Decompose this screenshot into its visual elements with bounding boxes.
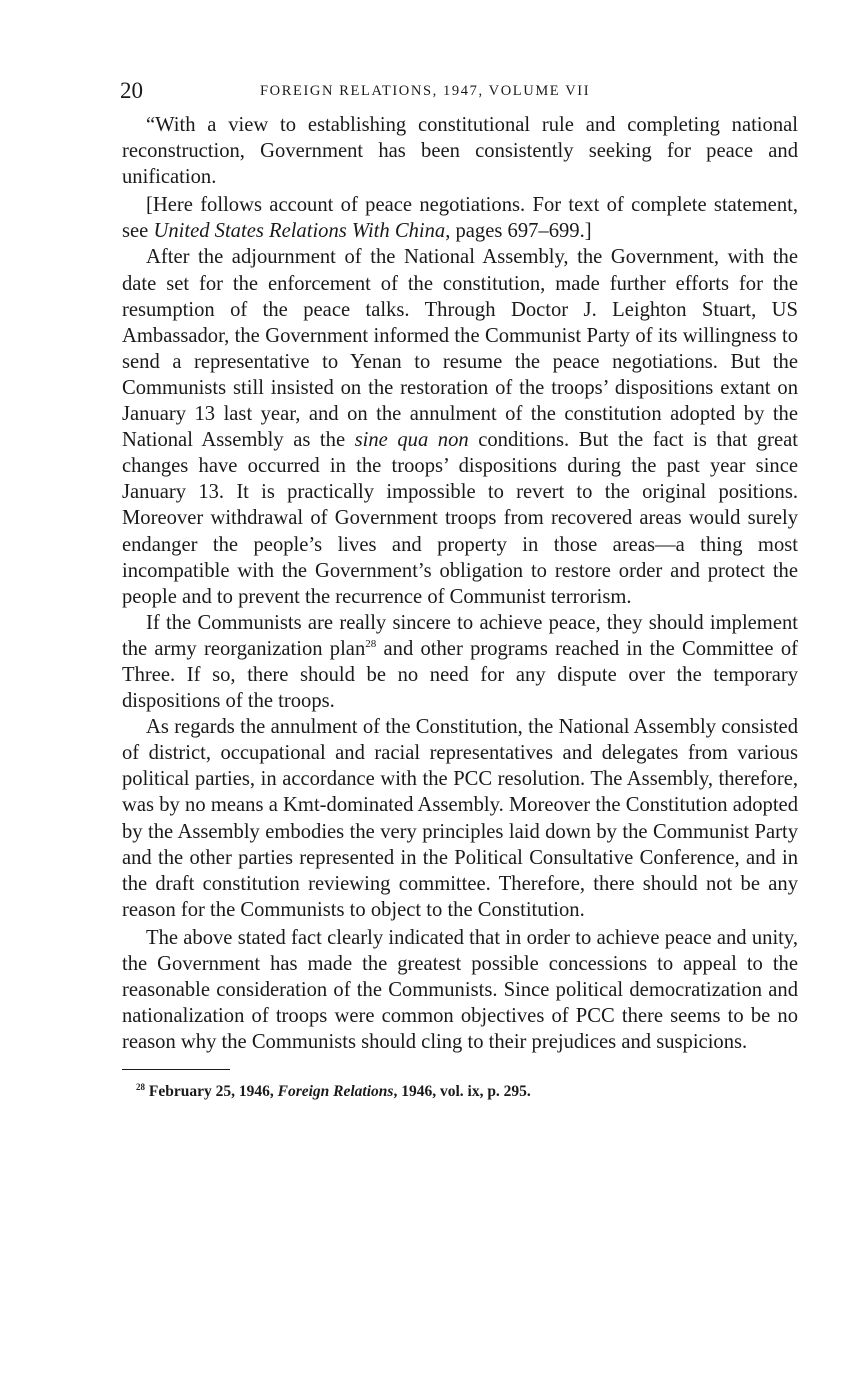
paragraph-5-text: As regards the annulment of the Constitution, the National Assembly consisted of district, occupational and racial representatives and delegates from various political parties, in accordance with the PCC resolution. The Assembly, therefore, was by no means a Kmt-dominated Assembly. Moreover the Constitution adopted by the Assembly embodies the very principles laid down by the Communist Party and the other parties represented in the Political Consultative Conference, and in the draft constitution reviewing committee. Therefore, there should not be any reason for the Communists to object to the Constitution. bbox=[122, 716, 798, 921]
paragraph-2-text-a: [Here follows account of peace negotiations. For text of complete statement, see bbox=[122, 194, 798, 243]
footnote-mark: 28 bbox=[136, 1082, 145, 1093]
footnote-reference: 28 bbox=[365, 638, 377, 651]
document-page bbox=[122, 78, 798, 1102]
body-text bbox=[122, 112, 798, 1055]
footnote bbox=[122, 1082, 798, 1102]
footnote-divider bbox=[122, 1069, 230, 1070]
paragraph-4-text-a: If the Communists are really sincere to achieve peace, they should implement the army reorganization plan bbox=[122, 611, 798, 660]
paragraph-1 bbox=[122, 112, 798, 190]
footnote-text-a: February 25, 1946, bbox=[145, 1083, 278, 1101]
footnote-title: Foreign Relations bbox=[277, 1083, 394, 1101]
paragraph-2 bbox=[122, 192, 798, 244]
page-header bbox=[122, 78, 798, 112]
paragraph-6-text: The above stated fact clearly indicated that in order to achieve peace and unity, the Government has made the greatest possible concessions to appeal to the reasonable consideration of the Communists. Since political democratization and nationalization of troops were common objectives of PCC there seems to be no reason why the Communists should cling to their prejudices and suspicions. bbox=[122, 926, 798, 1054]
paragraph-6 bbox=[122, 925, 798, 1055]
paragraph-4-text-b: and other programs reached in the Committee of Three. If so, there should be no need for any dispute over the temporary dispositions of the troops. bbox=[122, 637, 798, 713]
paragraph-3 bbox=[122, 244, 798, 609]
running-head: FOREIGN RELATIONS, 1947, VOLUME VII bbox=[260, 83, 591, 99]
paragraph-4 bbox=[122, 610, 798, 714]
publication-title: United States Relations With China bbox=[153, 220, 446, 243]
paragraph-3-text-a: After the adjournment of the National Assembly, the Government, with the date set for the enforcement of the constitution, made further efforts for the resumption of the peace talks. Through Doctor J. Leighton Stuart, US Ambassador, the Government informed the Communist Party of its willingness to send a representative to Yenan to resume the peace negotiations. But the Communists still insisted on the restoration of the troops’ dispositions extant on January 13 last year, and on the annulment of the constitution adopted by the National Assembly as the bbox=[122, 246, 798, 452]
latin-phrase: sine qua non bbox=[354, 429, 469, 452]
paragraph-1-text: “With a view to establishing constitutional rule and completing national reconstruction, Government has been consistently seeking for peace and unification. bbox=[122, 114, 798, 189]
paragraph-2-text-b: , pages 697–699.] bbox=[445, 220, 592, 243]
paragraph-5 bbox=[122, 714, 798, 923]
footnote-text-b: , 1946, vol. ix, p. 295. bbox=[393, 1083, 531, 1101]
paragraph-3-text-b: conditions. But the fact is that great changes have occurred in the troops’ dispositions during the past year since January 13. It is practically impossible to revert to the original positions. Moreover withdrawal of Government troops from recovered areas would surely endanger the people’s lives and property in those areas—a thing most incompatible with the Government’s obligation to restore order and protect the people and to prevent the recurrence of Communist terrorism. bbox=[122, 429, 798, 608]
page-number: 20 bbox=[120, 78, 143, 103]
